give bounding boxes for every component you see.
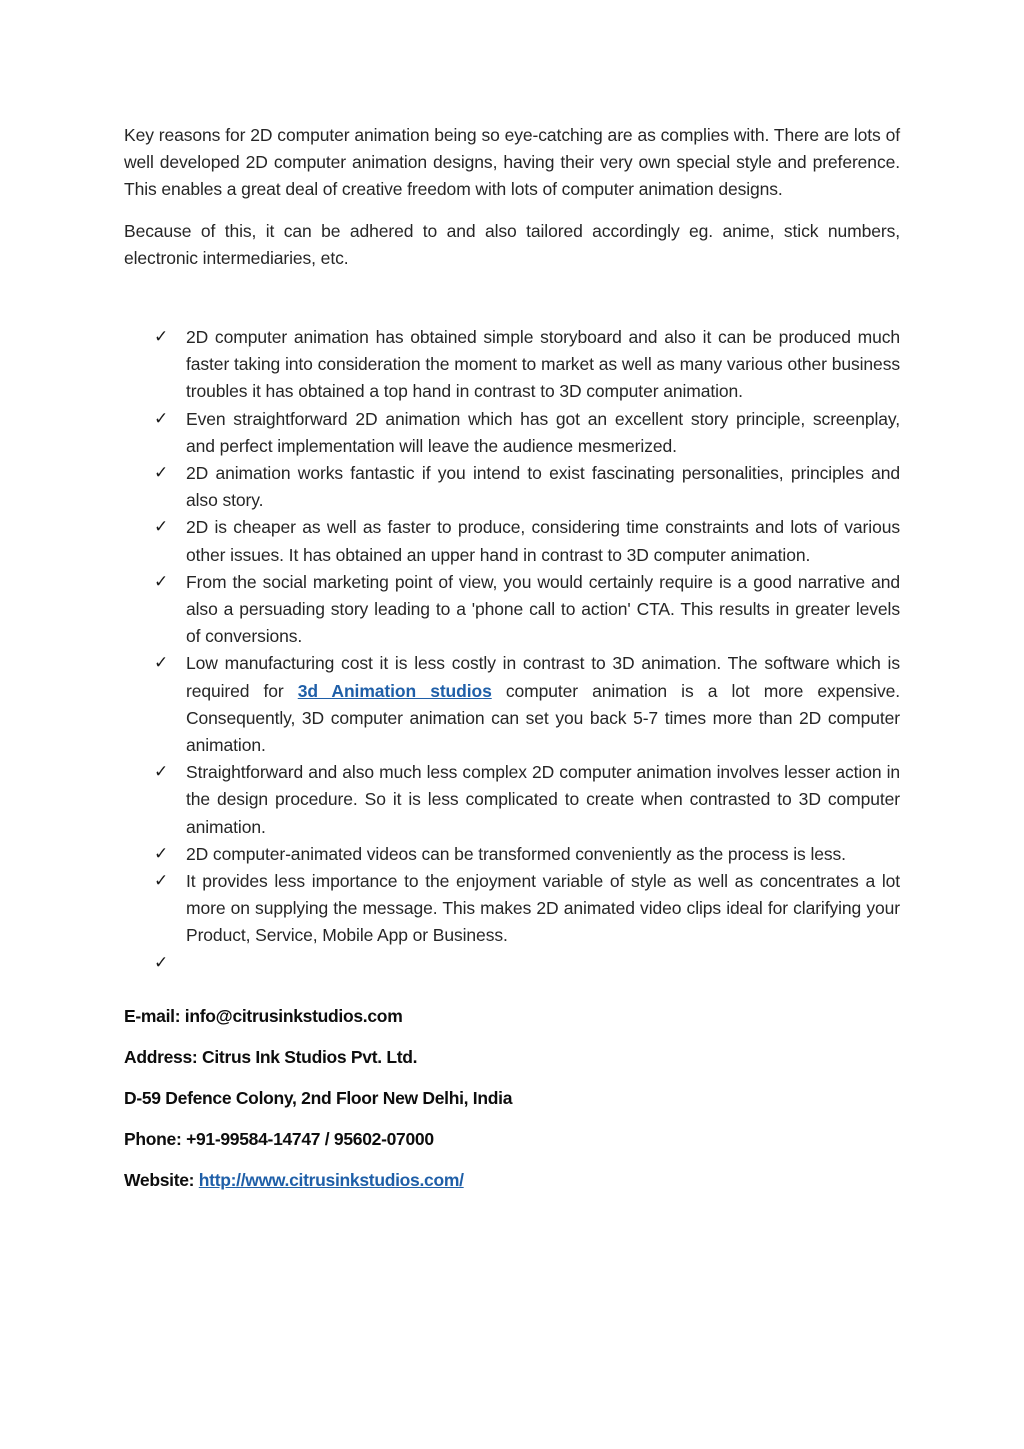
list-item-text: It provides less importance to the enjoyment variable of style as well as concentrates a lot more on supplying the message. This makes 2D animated video clips ideal for clarifying your Product, Service, Mobile App or Business. — [186, 871, 900, 946]
list-item-text: Even straightforward 2D animation which has got an excellent story principle, screenplay, and perfect implementation will leave the audience mesmerized. — [186, 408, 900, 456]
list-item — [124, 324, 900, 406]
checkmark-icon: ✓ — [154, 463, 169, 484]
website-link[interactable]: http://www.citrusinkstudios.com/ — [198, 1169, 464, 1190]
checkmark-icon: ✓ — [154, 843, 169, 864]
checkmark-icon: ✓ — [154, 517, 169, 538]
checkmark-icon: ✓ — [154, 952, 169, 973]
checkmark-icon: ✓ — [154, 571, 169, 592]
contact-address-line2: D-59 Defence Colony, 2nd Floor New Delhi, India — [124, 1087, 513, 1108]
checkmark-icon: ✓ — [154, 762, 169, 783]
list-item — [124, 868, 900, 950]
list-item-text: Straightforward and also much less complex 2D computer animation involves lesser action in the design procedure. So it is less complicated to create when contrasted to 3D computer animation. — [186, 762, 900, 837]
document-body — [124, 122, 900, 1208]
contact-email: E-mail: info@citrusinkstudios.com — [124, 1005, 403, 1026]
list-item-text-before-link: Low manufacturing cost it is less costly in contrast to 3D animation. The software which is required for — [186, 653, 900, 701]
checkmark-icon: ✓ — [154, 408, 169, 429]
list-item — [124, 460, 900, 514]
list-item-text: 2D is cheaper as well as faster to produce, considering time constraints and lots of various other issues. It has obtained an upper hand in contrast to 3D computer animation. — [186, 517, 900, 565]
3d-animation-studios-link[interactable]: 3d Animation studios — [297, 680, 492, 701]
list-item — [124, 514, 900, 568]
list-item — [124, 406, 900, 460]
list-item-text: 2D computer animation has obtained simple storyboard and also it can be produced much faster taking into consideration the moment to market as well as many various other business troubles it has obtained a top hand in contrast to 3D computer animation. — [186, 327, 900, 402]
contact-block — [124, 1003, 900, 1194]
secondary-paragraph: Because of this, it can be adhered to and also tailored accordingly eg. anime, stick numbers, electronic intermediaries, etc. — [124, 220, 900, 268]
contact-phone: Phone: +91-99584-14747 / 95602-07000 — [124, 1128, 434, 1149]
list-item-text: 2D computer-animated videos can be transformed conveniently as the process is less. — [186, 843, 846, 864]
list-item — [124, 841, 900, 868]
empty-list-item — [124, 950, 900, 977]
list-item — [124, 569, 900, 651]
list-item — [124, 759, 900, 841]
website-label: Website: — [124, 1169, 195, 1190]
list-item-text: From the social marketing point of view, you would certainly require is a good narrative and also a persuading story leading to a 'phone call to action' CTA. This results in greater levels of conversions. — [186, 571, 900, 647]
contact-address: Address: Citrus Ink Studios Pvt. Ltd. — [124, 1046, 418, 1067]
benefits-checklist — [124, 324, 900, 977]
contact-website — [124, 1167, 900, 1194]
checkmark-icon: ✓ — [154, 327, 169, 348]
checkmark-icon: ✓ — [154, 871, 169, 892]
list-item-text-after-link: computer animation is a lot more expensive. Consequently, 3D computer animation can set you back 5-7 times more than 2D computer animation. — [186, 680, 900, 756]
list-item-text: 2D animation works fantastic if you intend to exist fascinating personalities, principles and also story. — [186, 463, 900, 511]
intro-paragraph: Key reasons for 2D computer animation being so eye-catching are as complies with. There are lots of well developed 2D computer animation designs, having their very own special style and preference. This enables a great deal of creative freedom with lots of computer animation designs. — [124, 125, 900, 200]
checkmark-icon: ✓ — [154, 653, 169, 674]
list-item — [124, 650, 900, 759]
